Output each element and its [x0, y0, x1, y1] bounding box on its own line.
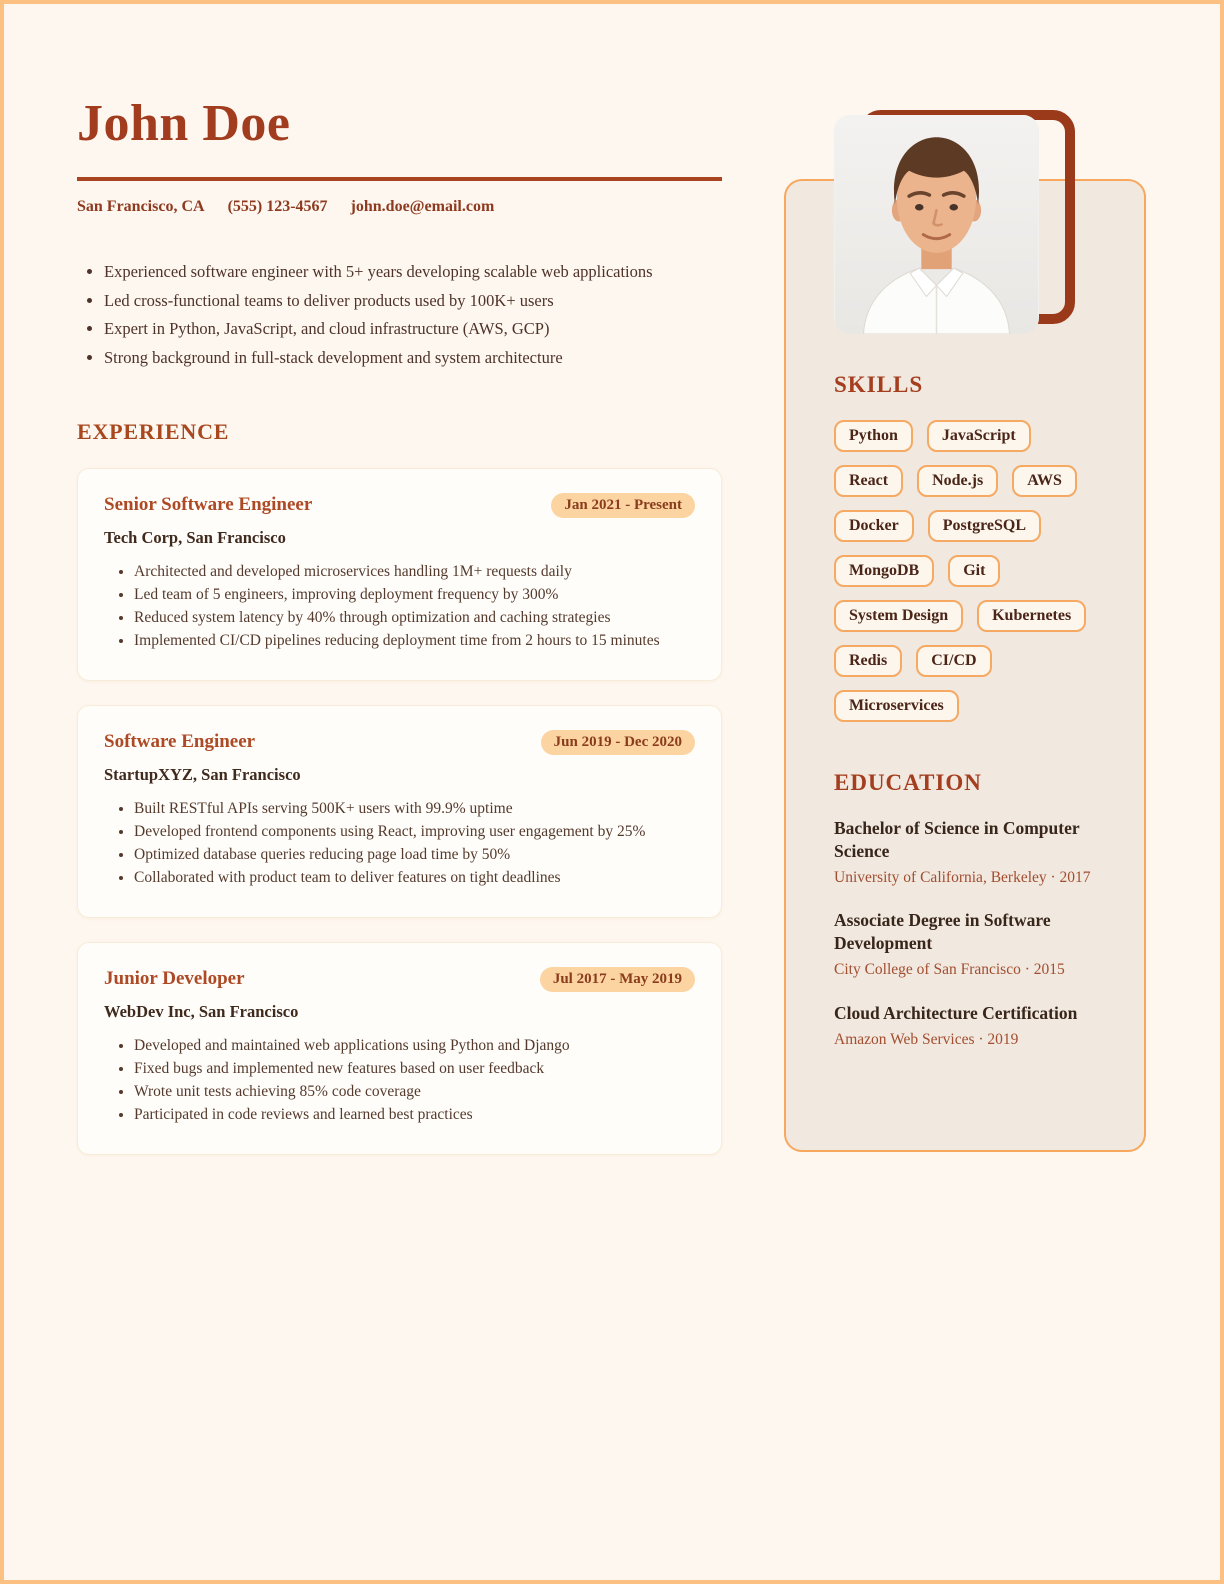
job-bullet: • Wrote unit tests achieving 85% code coverage: [134, 1080, 695, 1103]
skill-tag-git: Git: [948, 555, 1000, 587]
job-bullet: • Implemented CI/CD pipelines reducing deployment time from 2 hours to 15 minutes: [134, 629, 695, 652]
skill-tag-mongodb: MongoDB: [834, 555, 934, 587]
skill-tag-microservices: Microservices: [834, 690, 959, 722]
contact-location: San Francisco, CA: [77, 197, 205, 215]
sidebar-column: [784, 110, 1146, 1152]
skill-tag-react: React: [834, 465, 903, 497]
skill-tag-nodejs: Node.js: [917, 465, 998, 497]
job-bullet: • Optimized database queries reducing page load time by 50%: [134, 843, 695, 866]
job-bullet: • Developed and maintained web applications using Python and Django: [134, 1034, 695, 1057]
contact-phone: (555) 123-4567: [227, 197, 328, 215]
job-bullet: • Developed frontend components using React, improving user engagement by 25%: [134, 820, 695, 843]
job-header: [104, 967, 695, 992]
job-company: Tech Corp, San Francisco: [104, 527, 286, 547]
education-item: [834, 1002, 1096, 1051]
education-heading: EDUCATION: [834, 770, 982, 795]
job-card-junior-developer: [77, 942, 722, 1155]
skill-tag-system-design: System Design: [834, 600, 963, 632]
job-bullet: • Reduced system latency by 40% through optimization and caching strategies: [134, 606, 695, 629]
job-dates-badge: Jul 2017 - May 2019: [540, 967, 695, 992]
education-school: Amazon Web Services · 2019: [834, 1030, 1019, 1048]
job-bullet: • Led team of 5 engineers, improving deployment frequency by 300%: [134, 583, 695, 606]
header-divider: [77, 177, 722, 181]
contact-row: [77, 198, 722, 216]
education-degree: Bachelor of Science in Computer Science: [834, 818, 1080, 861]
skills-tags: [834, 420, 1096, 722]
job-bullet: • Architected and developed microservices handling 1M+ requests daily: [134, 560, 695, 583]
education-school: University of California, Berkeley · 2017: [834, 868, 1091, 886]
summary-item: • Led cross-functional teams to deliver products used by 100K+ users: [104, 287, 722, 316]
job-bullets: [104, 560, 695, 653]
job-header: [104, 493, 695, 518]
resume-name: John Doe: [77, 95, 291, 152]
skill-tag-docker: Docker: [834, 510, 914, 542]
skill-tag-aws: AWS: [1012, 465, 1077, 497]
job-company: WebDev Inc, San Francisco: [104, 1001, 299, 1021]
main-column: [77, 4, 722, 1179]
education-school: City College of San Francisco · 2015: [834, 960, 1065, 978]
summary-item: • Experienced software engineer with 5+ years developing scalable web applications: [104, 258, 722, 287]
contact-email: john.doe@email.com: [350, 197, 495, 215]
job-bullet: • Fixed bugs and implemented new features based on user feedback: [134, 1057, 695, 1080]
job-bullet: • Collaborated with product team to deliver features on tight deadlines: [134, 866, 695, 889]
skill-tag-kubernetes: Kubernetes: [977, 600, 1086, 632]
skill-tag-javascript: JavaScript: [927, 420, 1031, 452]
job-bullet: • Built RESTful APIs serving 500K+ users with 99.9% uptime: [134, 797, 695, 820]
skill-tag-python: Python: [834, 420, 913, 452]
resume-content: [4, 4, 1220, 1179]
education-item: [834, 909, 1096, 980]
job-title: Software Engineer: [104, 731, 256, 753]
job-header: [104, 730, 695, 755]
job-bullets: [104, 797, 695, 890]
job-dates-badge: Jun 2019 - Dec 2020: [541, 730, 695, 755]
skill-tag-postgresql: PostgreSQL: [928, 510, 1041, 542]
job-card-software-engineer: [77, 705, 722, 918]
job-title: Junior Developer: [104, 968, 245, 990]
summary-item: • Strong background in full-stack development and system architecture: [104, 344, 722, 373]
summary-item: • Expert in Python, JavaScript, and cloud infrastructure (AWS, GCP): [104, 315, 722, 344]
skills-heading: SKILLS: [834, 372, 924, 397]
summary-list: [77, 258, 722, 373]
education-item: [834, 817, 1096, 888]
job-bullets: [104, 1034, 695, 1127]
education-degree: Associate Degree in Software Development: [834, 910, 1051, 954]
job-bullet: • Participated in code reviews and learned best practices: [134, 1103, 695, 1126]
profile-photo-illustration: [834, 115, 1039, 334]
job-company: StartupXYZ, San Francisco: [104, 764, 301, 784]
job-title: Senior Software Engineer: [104, 494, 313, 516]
job-dates-badge: Jan 2021 - Present: [551, 493, 695, 518]
job-card-senior-software-engineer: [77, 468, 722, 681]
experience-heading: EXPERIENCE: [77, 418, 230, 444]
education-degree: Cloud Architecture Certification: [834, 1002, 1078, 1023]
skill-tag-cicd: CI/CD: [916, 645, 991, 677]
profile-photo: [834, 115, 1039, 334]
skill-tag-redis: Redis: [834, 645, 902, 677]
